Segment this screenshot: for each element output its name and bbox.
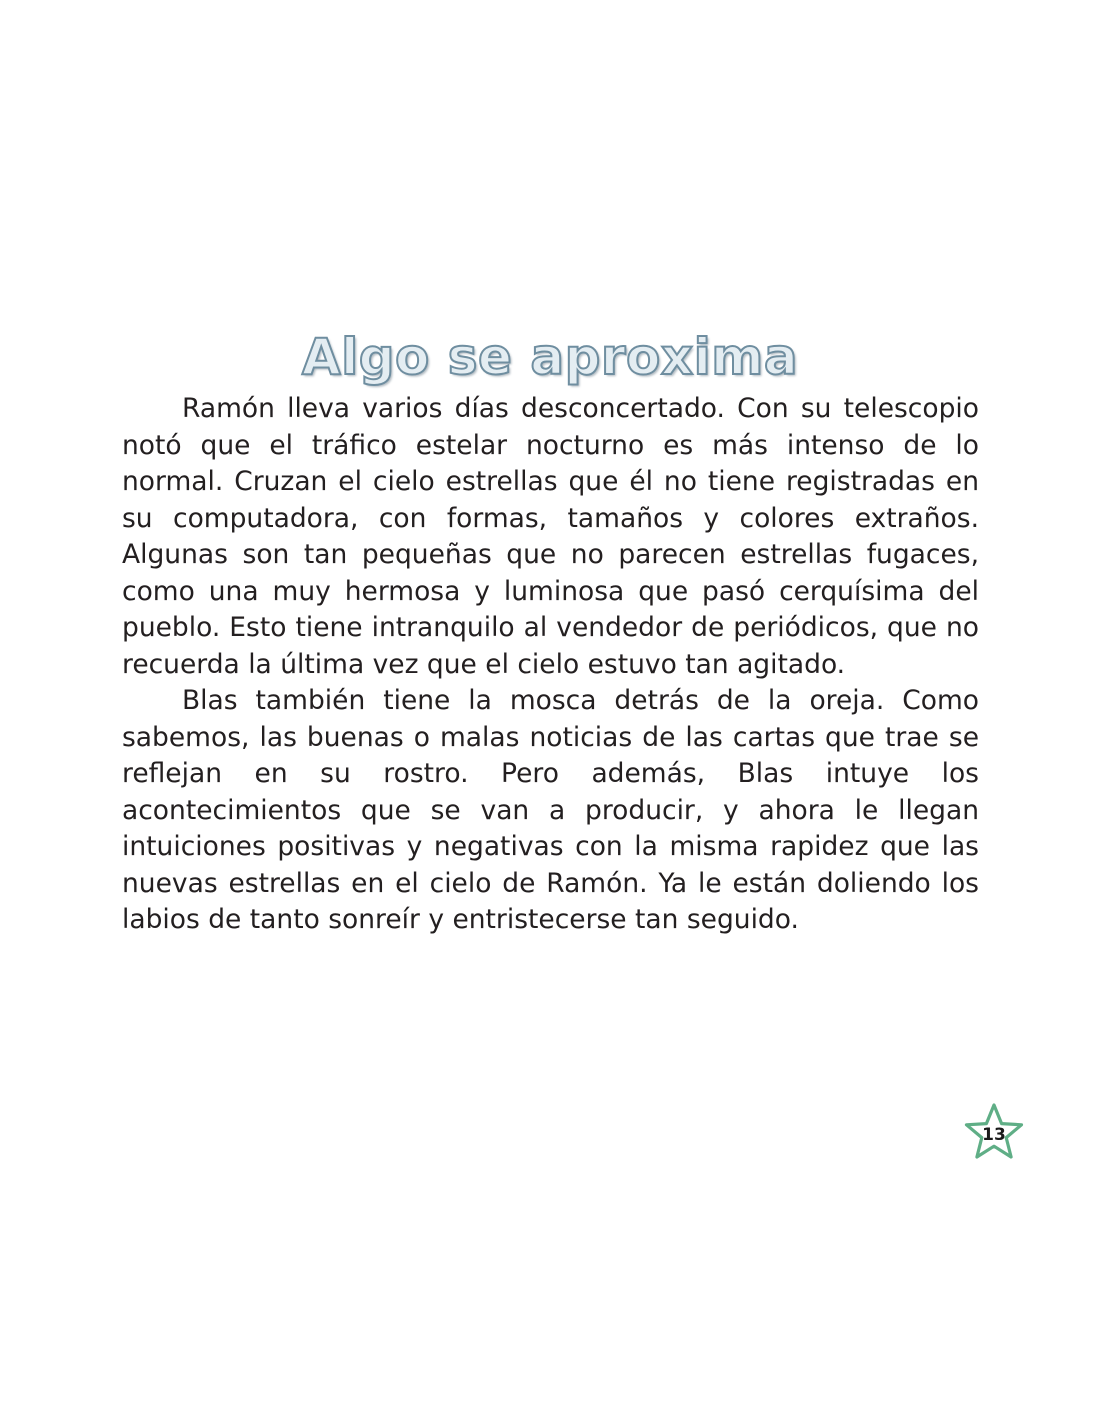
page-number-badge	[964, 1102, 1024, 1164]
body-text	[122, 391, 979, 939]
paragraph-2: Blas también tiene la mosca detrás de la oreja. Como sabemos, las buenas o malas noticias de las cartas que trae se reflejan en su rostro. Pero además, Blas intuye los acontecimientos que se van a producir, y ahora le llegan intuiciones positivas y negativas con la misma rapidez que las nuevas estrellas en el cielo de Ramón. Ya le están doliendo los labios de tanto sonreír y entristecerse tan seguido.	[122, 685, 979, 935]
page-title: Algo se aproxima	[301, 327, 799, 386]
page-number: 13	[982, 1125, 1006, 1145]
paragraph-1: Ramón lleva varios días desconcertado. Con su telescopio notó que el tráfico estelar nocturno es más intenso de lo normal. Cruzan el cielo estrellas que él no tiene registradas en su computadora, con formas, tamaños y colores extraños. Algunas son tan pequeñas que no parecen estrellas fugaces, como una muy hermosa y luminosa que pasó cerquísima del pueblo. Esto tiene intranquilo al vendedor de periódicos, que no recuerda la última vez que el cielo estuvo tan agitado.	[122, 393, 979, 680]
